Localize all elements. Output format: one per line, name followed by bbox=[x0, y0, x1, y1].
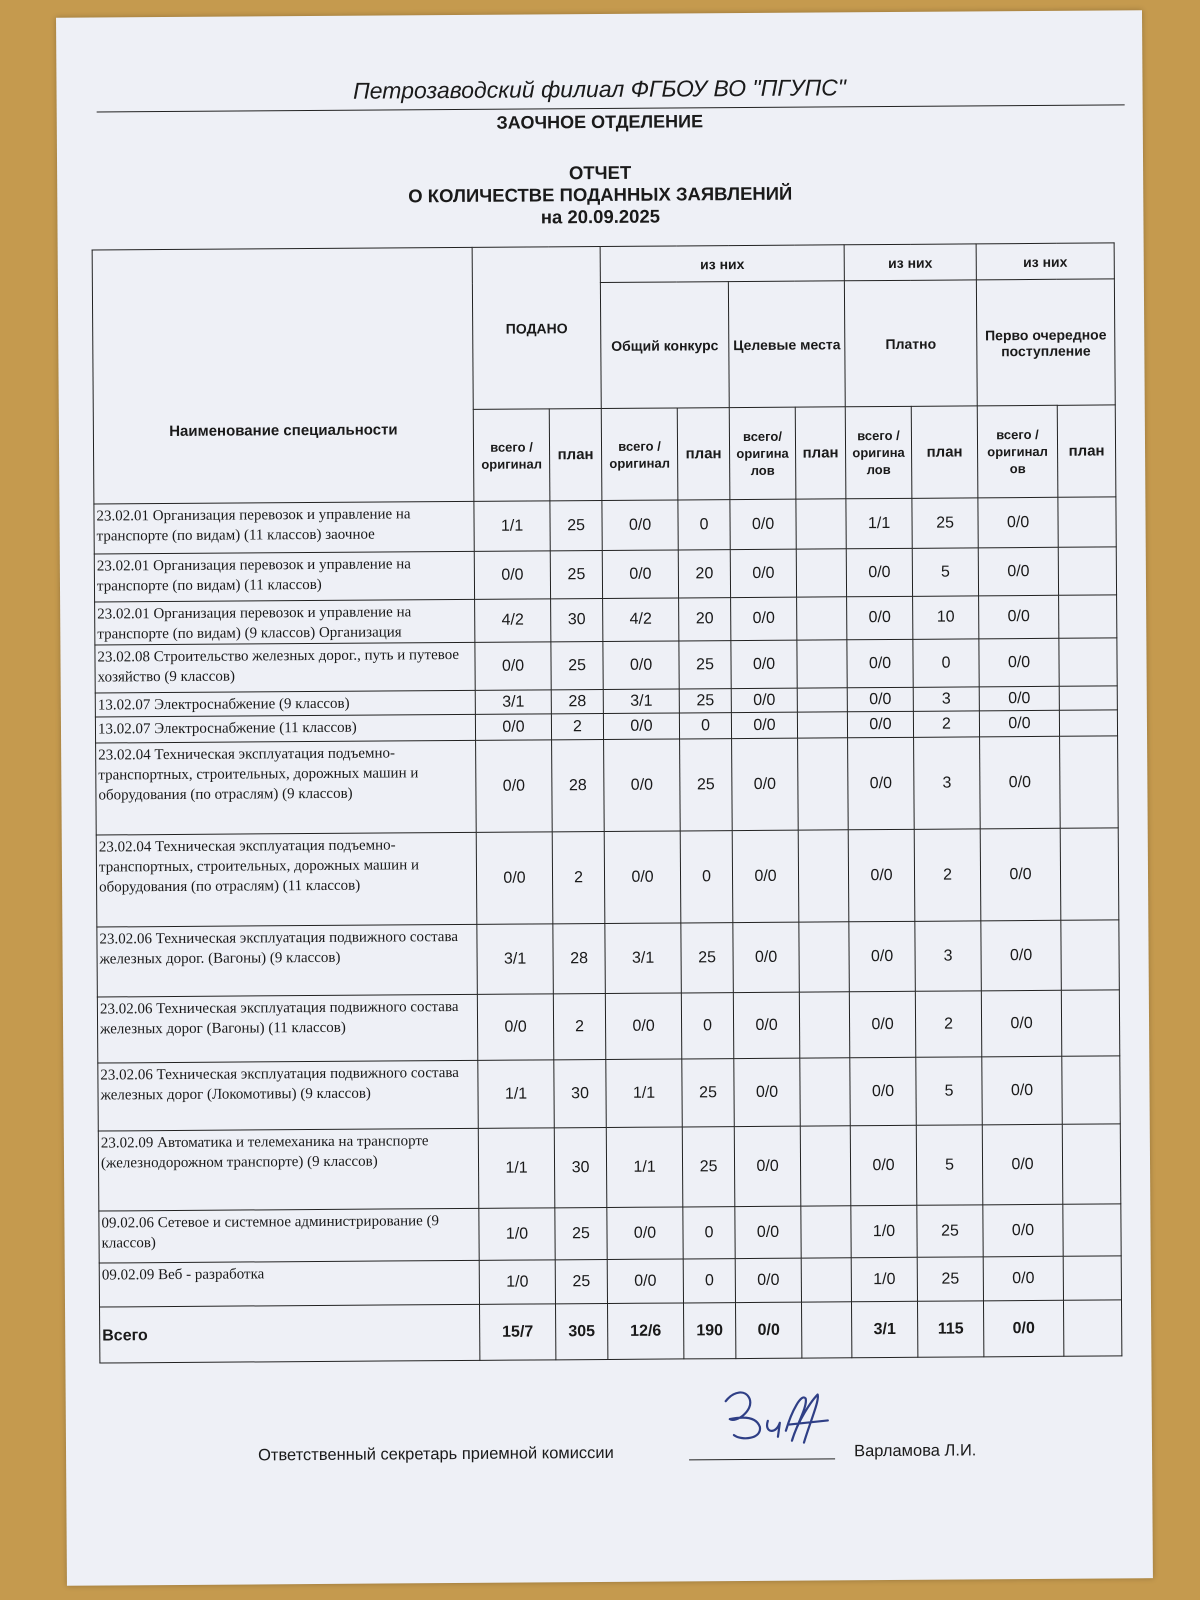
priority-plan-cell bbox=[1060, 736, 1119, 828]
plan-cell: 2 bbox=[551, 713, 603, 739]
table-row bbox=[96, 828, 1119, 927]
table-row bbox=[99, 1204, 1121, 1263]
total-priority-cell: 0/0 bbox=[984, 1300, 1064, 1357]
targeted-cell: 0/0 bbox=[732, 738, 799, 830]
paid-cell: 0/0 bbox=[850, 1057, 916, 1125]
total-targeted-cell: 0/0 bbox=[736, 1302, 802, 1358]
general-cell: 1/1 bbox=[606, 1127, 683, 1208]
general-plan-cell: 25 bbox=[680, 739, 733, 831]
general-plan-cell: 25 bbox=[682, 1059, 734, 1127]
specialty-name: 09.02.09 Веб - разработка bbox=[99, 1260, 479, 1307]
specialty-name: 23.02.06 Техническая эксплуатация подвижного состава железных дорог. (Вагоны) (9 классов) bbox=[97, 924, 477, 997]
plan-cell: 2 bbox=[552, 831, 605, 923]
total-label: Всего bbox=[100, 1304, 480, 1363]
priority-plan-cell bbox=[1063, 1256, 1121, 1300]
table-row bbox=[96, 736, 1119, 835]
targeted-cell: 0/0 bbox=[734, 1058, 800, 1126]
specialty-name: 23.02.08 Строительство железных дорог., путь и путевое хозяйство (9 классов) bbox=[95, 642, 475, 693]
subheader-priority-total: всего / оригинал ов bbox=[977, 405, 1058, 498]
priority-plan-cell bbox=[1061, 990, 1119, 1056]
general-cell: 4/2 bbox=[603, 598, 679, 642]
general-plan-cell: 25 bbox=[681, 923, 733, 993]
subheader-priority-plan: план bbox=[1057, 405, 1116, 497]
paid-plan-cell: 5 bbox=[912, 548, 978, 596]
priority-plan-cell bbox=[1058, 547, 1116, 595]
handwritten-signature bbox=[716, 1380, 837, 1461]
paid-cell: 0/0 bbox=[848, 737, 915, 829]
priority-plan-cell bbox=[1062, 1056, 1120, 1124]
paid-cell: 1/1 bbox=[846, 498, 912, 548]
total-paid-plan-cell: 115 bbox=[918, 1301, 984, 1357]
table-row bbox=[97, 920, 1119, 997]
department-name: ЗАОЧНОЕ ОТДЕЛЕНИЕ bbox=[496, 111, 704, 133]
priority-cell: 0/0 bbox=[980, 828, 1061, 921]
total-submitted-cell: 15/7 bbox=[480, 1304, 556, 1361]
report-title-line1: ОТЧЕТ bbox=[568, 161, 632, 184]
signer-name: Варламова Л.И. bbox=[853, 1441, 977, 1461]
paid-plan-cell: 25 bbox=[917, 1205, 983, 1257]
targeted-cell: 0/0 bbox=[730, 549, 796, 597]
paid-plan-cell: 3 bbox=[914, 737, 981, 829]
paid-plan-cell: 5 bbox=[916, 1057, 982, 1125]
specialty-name: 23.02.06 Техническая эксплуатация подвижного состава железных дорог (Вагоны) (11 классов) bbox=[97, 994, 477, 1063]
general-cell: 0/0 bbox=[605, 993, 681, 1060]
plan-cell: 25 bbox=[550, 500, 602, 550]
paid-cell: 0/0 bbox=[848, 829, 915, 921]
priority-plan-cell bbox=[1060, 828, 1119, 920]
targeted-plan-cell bbox=[799, 922, 849, 992]
column-header-general-competition: Общий конкурс bbox=[600, 282, 729, 409]
general-plan-cell: 20 bbox=[679, 598, 731, 641]
priority-cell: 0/0 bbox=[980, 736, 1061, 829]
general-cell: 3/1 bbox=[603, 689, 679, 714]
submitted-cell: 0/0 bbox=[477, 994, 553, 1061]
targeted-cell: 0/0 bbox=[735, 1258, 801, 1302]
specialty-name: 09.02.06 Сетевое и системное администрирование (9 классов) bbox=[99, 1208, 479, 1263]
priority-cell: 0/0 bbox=[982, 1056, 1062, 1125]
general-plan-cell: 20 bbox=[678, 550, 730, 598]
general-cell: 1/1 bbox=[606, 1059, 682, 1128]
plan-cell: 25 bbox=[555, 1259, 607, 1303]
priority-cell: 0/0 bbox=[979, 595, 1059, 639]
paid-cell: 0/0 bbox=[846, 548, 912, 596]
paid-plan-cell: 10 bbox=[913, 596, 979, 639]
submitted-cell: 1/1 bbox=[478, 1128, 555, 1209]
targeted-plan-cell bbox=[796, 499, 846, 549]
column-header-priority-admission: Перво очередное поступление bbox=[976, 279, 1115, 406]
priority-cell: 0/0 bbox=[982, 1124, 1063, 1205]
submitted-cell: 1/1 bbox=[474, 501, 550, 552]
targeted-cell: 0/0 bbox=[731, 597, 797, 640]
targeted-cell: 0/0 bbox=[732, 830, 799, 922]
targeted-plan-cell bbox=[797, 712, 847, 738]
paid-plan-cell: 0 bbox=[913, 639, 979, 687]
general-plan-cell: 0 bbox=[678, 500, 730, 550]
targeted-cell: 0/0 bbox=[733, 992, 799, 1058]
general-cell: 3/1 bbox=[605, 923, 681, 994]
report-title-line2: О КОЛИЧЕСТВЕ ПОДАННЫХ ЗАЯВЛЕНИЙ bbox=[408, 182, 793, 207]
paid-cell: 0/0 bbox=[849, 921, 915, 991]
paid-cell: 0/0 bbox=[849, 991, 915, 1057]
priority-cell: 0/0 bbox=[978, 547, 1058, 596]
paid-plan-cell: 2 bbox=[913, 711, 979, 737]
priority-cell: 0/0 bbox=[979, 686, 1059, 711]
table-row bbox=[98, 1056, 1120, 1131]
total-paid-cell: 3/1 bbox=[852, 1301, 918, 1357]
targeted-plan-cell bbox=[798, 830, 849, 922]
subheader-general-total: всего / оригинал bbox=[601, 408, 678, 501]
submitted-cell: 3/1 bbox=[477, 924, 553, 995]
submitted-cell: 4/2 bbox=[475, 599, 551, 643]
signature-caption: Ответственный секретарь приемной комиссии bbox=[257, 1443, 614, 1465]
report-date: на 20.09.2025 bbox=[540, 205, 661, 228]
priority-plan-cell bbox=[1059, 710, 1117, 736]
targeted-plan-cell bbox=[801, 1206, 851, 1258]
table-row bbox=[95, 595, 1117, 645]
general-cell: 0/0 bbox=[603, 713, 679, 740]
targeted-cell: 0/0 bbox=[733, 922, 799, 992]
group-header-of-them-2: из них bbox=[844, 244, 976, 281]
document-page bbox=[56, 10, 1153, 1586]
submitted-cell: 0/0 bbox=[476, 832, 553, 925]
submitted-cell: 0/0 bbox=[476, 740, 553, 833]
total-general-cell: 12/6 bbox=[608, 1303, 684, 1360]
paid-plan-cell: 2 bbox=[914, 829, 981, 921]
targeted-plan-cell bbox=[797, 640, 847, 688]
submitted-cell: 0/0 bbox=[474, 551, 550, 600]
table-row bbox=[99, 1256, 1121, 1307]
paid-plan-cell: 3 bbox=[913, 687, 979, 711]
submitted-cell: 1/1 bbox=[478, 1060, 554, 1129]
priority-plan-cell bbox=[1059, 595, 1117, 638]
plan-cell: 2 bbox=[553, 993, 605, 1059]
submitted-cell: 1/0 bbox=[479, 1260, 555, 1305]
priority-cell: 0/0 bbox=[978, 497, 1058, 548]
submitted-cell: 3/1 bbox=[475, 690, 551, 715]
subheader-targeted-plan: план bbox=[795, 407, 846, 499]
paid-plan-cell: 25 bbox=[912, 498, 978, 548]
table-row bbox=[94, 497, 1116, 554]
submitted-cell: 0/0 bbox=[475, 714, 551, 741]
paid-cell: 1/0 bbox=[851, 1257, 917, 1301]
targeted-cell: 0/0 bbox=[730, 499, 796, 549]
column-header-targeted-places: Целевые места bbox=[728, 281, 845, 408]
paid-cell: 0/0 bbox=[847, 687, 913, 711]
general-plan-cell: 0 bbox=[683, 1207, 735, 1259]
specialty-name: 23.02.06 Техническая эксплуатация подвижного состава железных дорог (Локомотивы) (9 классов) bbox=[98, 1060, 478, 1131]
plan-cell: 28 bbox=[552, 739, 605, 831]
column-header-specialty: Наименование специальности bbox=[92, 247, 474, 504]
group-header-of-them-3: из них bbox=[976, 243, 1114, 280]
paid-plan-cell: 2 bbox=[915, 991, 981, 1057]
plan-cell: 28 bbox=[553, 923, 606, 993]
submitted-cell: 1/0 bbox=[479, 1208, 555, 1261]
table-row bbox=[94, 547, 1116, 602]
general-cell: 0/0 bbox=[604, 831, 681, 924]
paid-cell: 1/0 bbox=[851, 1205, 917, 1257]
paid-cell: 0/0 bbox=[847, 711, 913, 737]
targeted-plan-cell bbox=[797, 688, 847, 712]
targeted-plan-cell bbox=[801, 1258, 851, 1302]
general-plan-cell: 25 bbox=[679, 641, 731, 689]
specialty-name: 23.02.01 Организация перевозок и управление на транспорте (по видам) (11 классов) заочное bbox=[94, 501, 474, 554]
plan-cell: 25 bbox=[551, 641, 603, 689]
priority-plan-cell bbox=[1063, 1204, 1121, 1256]
general-plan-cell: 0 bbox=[679, 713, 731, 739]
submitted-cell: 0/0 bbox=[475, 642, 551, 691]
paid-plan-cell: 3 bbox=[915, 921, 981, 991]
subheader-general-plan: план bbox=[677, 408, 730, 500]
table-row bbox=[98, 1124, 1121, 1211]
priority-plan-cell bbox=[1061, 920, 1119, 990]
priority-plan-cell bbox=[1059, 638, 1117, 686]
specialty-name: 23.02.01 Организация перевозок и управление на транспорте (по видам) (11 классов) bbox=[94, 551, 474, 602]
table-row bbox=[95, 638, 1117, 693]
paid-cell: 0/0 bbox=[847, 596, 913, 639]
general-plan-cell: 25 bbox=[682, 1127, 735, 1207]
specialty-name: 13.02.07 Электроснабжение (9 классов) bbox=[95, 690, 475, 717]
subheader-paid-plan: план bbox=[911, 406, 978, 498]
targeted-plan-cell bbox=[800, 1126, 851, 1206]
general-cell: 0/0 bbox=[607, 1207, 683, 1260]
targeted-cell: 0/0 bbox=[734, 1126, 801, 1206]
column-header-submitted: ПОДАНО bbox=[472, 246, 601, 409]
general-cell: 0/0 bbox=[607, 1259, 683, 1304]
subheader-submitted-plan: план bbox=[549, 408, 602, 500]
targeted-cell: 0/0 bbox=[731, 640, 797, 688]
plan-cell: 28 bbox=[551, 689, 603, 713]
priority-cell: 0/0 bbox=[979, 710, 1059, 737]
targeted-cell: 0/0 bbox=[731, 688, 797, 712]
targeted-plan-cell bbox=[798, 738, 849, 830]
priority-cell: 0/0 bbox=[979, 638, 1059, 687]
priority-plan-cell bbox=[1062, 1124, 1121, 1204]
general-cell: 0/0 bbox=[604, 739, 681, 832]
paid-cell: 0/0 bbox=[850, 1125, 917, 1205]
plan-cell: 30 bbox=[554, 1127, 607, 1207]
report-title bbox=[57, 158, 1143, 232]
group-header-of-them-1: из них bbox=[600, 245, 844, 283]
general-plan-cell: 25 bbox=[679, 689, 731, 713]
specialty-name: 23.02.09 Автоматика и телемеханика на транспорте (железнодорожном транспорте) (9 классов) bbox=[98, 1128, 479, 1211]
targeted-cell: 0/0 bbox=[731, 712, 797, 738]
priority-cell: 0/0 bbox=[981, 990, 1061, 1057]
targeted-plan-cell bbox=[797, 597, 847, 640]
specialty-name: 23.02.04 Техническая эксплуатация подъемно-транспортных, строительных, дорожных машин и оборудования (по отраслям) (9 классов) bbox=[96, 740, 477, 835]
general-cell: 0/0 bbox=[602, 550, 678, 599]
total-targeted-plan-cell bbox=[802, 1302, 852, 1358]
specialty-name: 23.02.04 Техническая эксплуатация подъемно-транспортных, строительных, дорожных машин и оборудования (по отраслям) (11 классов) bbox=[96, 832, 477, 927]
priority-cell: 0/0 bbox=[983, 1204, 1063, 1257]
subheader-paid-total: всего / оригина лов bbox=[845, 406, 912, 498]
targeted-cell: 0/0 bbox=[735, 1206, 801, 1258]
specialty-name: 23.02.01 Организация перевозок и управление на транспорте (по видам) (9 классов) Организация bbox=[95, 599, 475, 645]
total-priority-plan-cell bbox=[1064, 1300, 1122, 1356]
targeted-plan-cell bbox=[799, 992, 849, 1058]
total-plan-cell: 305 bbox=[556, 1303, 608, 1359]
table-row bbox=[97, 990, 1119, 1063]
priority-plan-cell bbox=[1059, 686, 1117, 710]
general-cell: 0/0 bbox=[602, 500, 678, 551]
paid-cell: 0/0 bbox=[847, 639, 913, 687]
priority-plan-cell bbox=[1058, 497, 1116, 547]
targeted-plan-cell bbox=[800, 1058, 850, 1126]
total-general-plan-cell: 190 bbox=[684, 1303, 736, 1359]
paid-plan-cell: 5 bbox=[916, 1125, 983, 1205]
general-plan-cell: 0 bbox=[680, 831, 733, 923]
plan-cell: 30 bbox=[554, 1059, 606, 1127]
total-row bbox=[100, 1300, 1122, 1363]
plan-cell: 30 bbox=[551, 598, 603, 641]
priority-cell: 0/0 bbox=[983, 1256, 1063, 1301]
subheader-submitted-total: всего / оригинал bbox=[473, 409, 550, 502]
organization-name: Петрозаводский филиал ФГБОУ ВО "ПГУПС" bbox=[352, 74, 847, 104]
general-plan-cell: 0 bbox=[683, 1259, 735, 1303]
targeted-plan-cell bbox=[796, 549, 846, 597]
applications-table bbox=[92, 242, 1123, 1363]
plan-cell: 25 bbox=[550, 550, 602, 598]
general-plan-cell: 0 bbox=[681, 993, 733, 1059]
subheader-targeted-total: всего/ оригина лов bbox=[729, 407, 796, 499]
table-body bbox=[94, 497, 1122, 1363]
general-cell: 0/0 bbox=[603, 641, 679, 690]
specialty-name: 13.02.07 Электроснабжение (11 классов) bbox=[95, 714, 475, 743]
paid-plan-cell: 25 bbox=[917, 1257, 983, 1301]
priority-cell: 0/0 bbox=[981, 920, 1061, 991]
plan-cell: 25 bbox=[555, 1207, 607, 1259]
column-header-paid: Платно bbox=[844, 280, 977, 407]
